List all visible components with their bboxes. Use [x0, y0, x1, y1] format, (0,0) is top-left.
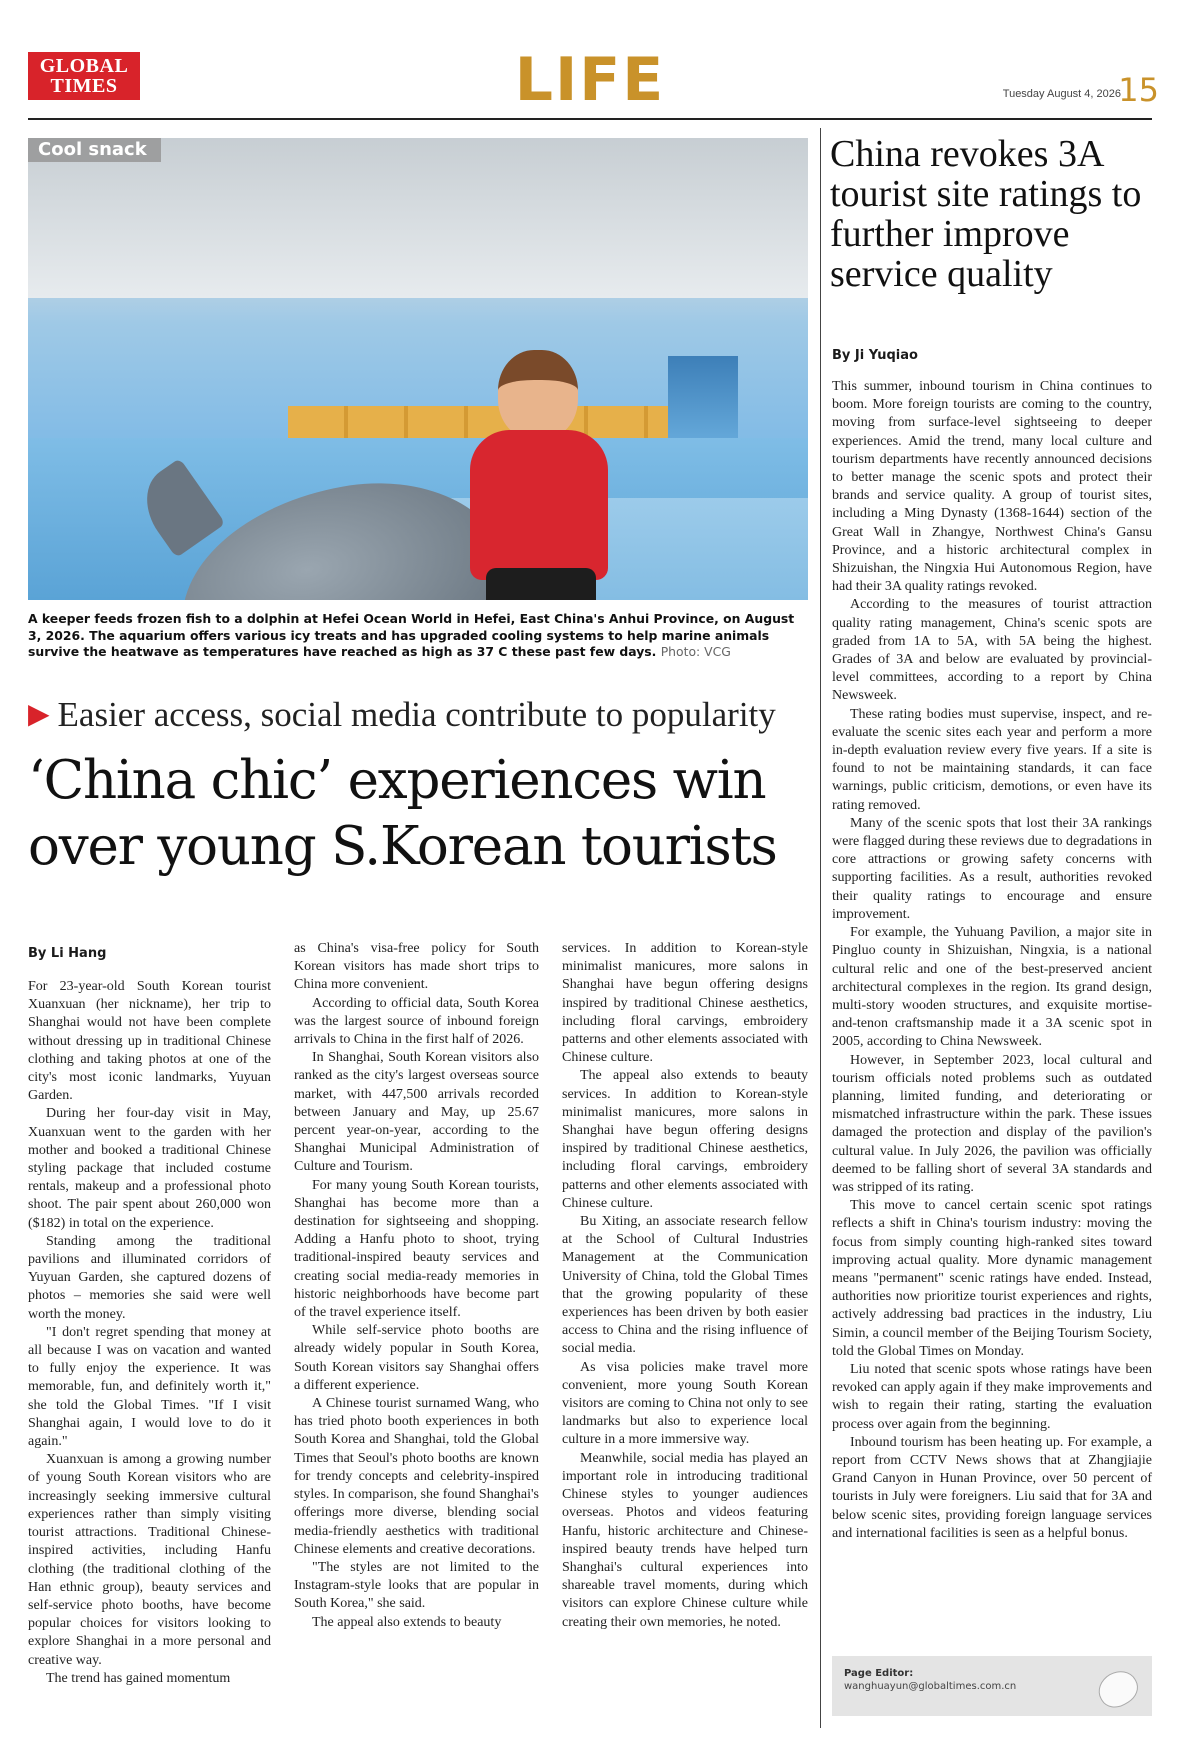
photo-wall: [28, 138, 808, 298]
side-byline: By Ji Yuqiao: [832, 348, 918, 363]
paragraph: Liu noted that scenic spots whose ratings have been revoked can apply again if they make improvements and wish to regain their rating, starting the evaluation process over again from the beginning.: [832, 1361, 1152, 1432]
paragraph: For many young South Korean tourists, Shanghai has become more than a destination for sightseeing and shopping. Adding a Hanfu photo to shoot, trying traditional-inspired beauty services and creating social media-ready memories in historic neighborhoods have become part of the travel experience itself.: [294, 1177, 539, 1321]
paragraph: This summer, inbound tourism in China continues to boom. More foreign tourists are coming to the country, moving from surface-level sightseeing to deeper experiences. Amid the trend, many local culture and tourism departments have recently announced decisions to better manage the scenic spots and protect their brands and service quality. A group of tourist sites, including a Ming Dynasty (1368-1644) section of the Great Wall in Zhangye, Northwest China's Gansu Province, and a historic architectural complex in Shizuishan, the Ningxia Hui Autonomous Region, have had their 3A quality ratings revoked.: [832, 379, 1152, 595]
side-article-column: [832, 378, 1152, 1543]
photo-caption: [28, 611, 808, 661]
paragraph: Inbound tourism has been heating up. For example, a report from CCTV News shows that at Zhangjiajie Grand Canyon in Hunan Province, over 50 percent of tourists in July were foreigners. Liu said that for 3A and below scenic sites, providing foreign language services and international facilities is seen as a helpful bonus.: [832, 1434, 1152, 1541]
side-headline: China revokes 3A tourist site ratings to further improve service quality: [830, 133, 1142, 295]
logo-line1: GLOBAL: [39, 55, 129, 77]
article-column-3: [562, 940, 808, 1632]
kicker-text: Easier access, social media contribute to popularity: [57, 695, 776, 734]
paragraph: The appeal also extends to beauty services. In addition to Korean-style minimalist manicures, more salons in Shanghai have begun offering designs inspired by traditional Chinese aesthetics, including floral carvings, embroidery patterns and other elements associated with Chinese culture.: [562, 1068, 808, 1211]
paragraph: While self-service photo booths are already widely popular in South Korea, South Korean visitors say Shanghai offers a different experience.: [294, 1323, 539, 1393]
logo-line2: TIMES: [50, 75, 118, 97]
paragraph: For 23-year-old South Korean tourist Xuanxuan (her nickname), her trip to Shanghai would not have been complete without dressing up in traditional Chinese clothing and taking photos at one of the city's most iconic landmarks, Yuyuan Garden.: [28, 979, 271, 1104]
keeper-shirt: [470, 430, 608, 580]
paragraph: During her four-day visit in May, Xuanxuan went to the garden with her mother and booked a traditional Chinese styling package that included costume rentals, makeup and a professional photo shoot. The pair spent about 260,000 won ($182) in total on the experience.: [28, 1106, 271, 1231]
paragraph: As visa policies make travel more convenient, more young South Korean visitors are coming to China not only to see landmarks but also to experience local culture in a more immersive way.: [562, 1359, 808, 1448]
page-number: 15: [1118, 71, 1159, 109]
triangle-arrow-icon: ▶: [28, 699, 50, 730]
caption-text: A keeper feeds frozen fish to a dolphin at Hefei Ocean World in Hefei, East China's Anhui Province, on August 3, 2026. The aquarium offers various icy treats and has upgraded cooling systems to help marine animals survive the heatwave as temperatures have reached as high as 37 C these past few days.: [28, 611, 795, 660]
paragraph: Many of the scenic spots that lost their 3A rankings were flagged during these reviews due to degradations in core attractions or growing safety concerns with supporting facilities. As a result, authorities revoked their quality ratings to encourage and ensure improvement.: [832, 815, 1152, 922]
section-title: LIFE: [514, 45, 666, 115]
photo-tag: Cool snack: [28, 138, 161, 162]
global-times-logo: [28, 52, 140, 100]
column-divider: [820, 128, 821, 1728]
masthead-rule: [28, 118, 1152, 120]
paragraph: In Shanghai, South Korean visitors also ranked as the city's largest overseas source market, with 447,500 arrivals recorded between January and May, up 25.67 percent year-on-year, according to the Shanghai Municipal Administration of Culture and Tourism.: [294, 1050, 539, 1175]
paragraph: However, in September 2023, local cultural and tourism officials noted problems such as outdated planning, limited funding, and deteriorating or mismatched infrastructure within the park. These issues damaged the protection and display of the pavilion's cultural value. In July 2026, the pavilion was officially deemed to be falling short of several 3A standards and was stripped of its rating.: [832, 1052, 1152, 1195]
photo-railing: [288, 406, 668, 442]
main-byline: By Li Hang: [28, 946, 107, 961]
paragraph: "I don't regret spending that money at all because I was on vacation and wanted to fully enjoy the experience. It was memorable, fun, and definitely worth it," she told the Global Times. "If I visit Shanghai again, I would love to do it again.": [28, 1324, 271, 1450]
paragraph: Xuanxuan is among a growing number of young South Korean visitors who are increasingly seeking immersive cultural experiences rather than simply visiting tourist attractions. Traditional Chinese-inspired activities, including Hanfu clothing (the traditional clothing of the Han ethnic group), beauty services and self-service photo booths, have become popular choices for visitors looking to explore Shanghai in a more personal and creative way.: [28, 1452, 271, 1668]
paragraph: For example, the Yuhuang Pavilion, a major site in Pingluo county in Shizuishan, Ningxia, is a national cultural relic and one of the best-preserved ancient architectural complexes in the region. Its grand design, multi-story wooden structures, and exquisite mortise-and-tenon craftsmanship made it a 3A scenic spot in 2005, according to China Newsweek.: [832, 925, 1152, 1050]
keeper-shorts: [486, 568, 596, 600]
paragraph: According to the measures of tourist attraction quality rating management, China's scenic spots are graded from 1A to 5A, with 5A being the highest. Grades of 3A and below are evaluated by provincial-level committees, according to a report by China Newsweek.: [832, 597, 1152, 704]
editor-email: wanghuayun@globaltimes.com.cn: [844, 1681, 1017, 1692]
editor-label: Page Editor:: [844, 1668, 914, 1679]
paragraph: Meanwhile, social media has played an important role in introducing traditional Chinese styles to younger audiences overseas. Photos and videos featuring Hanfu, historic architecture and Chinese-inspired beauty trends have helped turn Shanghai's cultural experiences into shareable travel moments, during which visitors can explore Chinese culture while creating their own memories, he noted.: [562, 1450, 808, 1630]
paragraph: Bu Xiting, an associate research fellow at the School of Cultural Industries Management at the Communication University of China, told the Global Times that the growing popularity of these experiences has been driven by both easier access to China and the rising influence of social media.: [562, 1214, 808, 1357]
paragraph: The trend has gained momentum: [46, 1670, 231, 1686]
main-headline: ‘China chic’ experiences win over young S.Korean tourists: [28, 750, 777, 877]
issue-date: Tuesday August 4, 2026: [1002, 88, 1121, 100]
page-editor-box: [832, 1656, 1152, 1716]
photo-credit: Photo: VCG: [660, 644, 731, 660]
paragraph: According to official data, South Korea was the largest source of inbound foreign arrivals to China in the first half of 2026.: [294, 995, 539, 1048]
keeper-head: [498, 350, 578, 440]
paragraph: The appeal also extends to beauty: [312, 1614, 502, 1630]
paragraph: "The styles are not limited to the Instagram-style looks that are popular in South Korea," she said.: [294, 1559, 539, 1612]
paragraph: These rating bodies must supervise, inspect, and re-evaluate the scenic sites each year and perform a more in-depth evaluation review every five years. If a site is found to not be maintaining standards, it can face warnings, public criticism, demotions, or even have its rating removed.: [832, 706, 1152, 813]
paragraph: This move to cancel certain scenic spot ratings reflects a shift in China's tourism industry: moving the focus from simply counting high-ranked sites toward improving actual quality. More dynamic management means "permanent" scenic ratings have ended. Instead, authorities now prioritize tourist experiences and rights, actively addressing bad practices in the industry, Liu Simin, a council member of the Beijing Tourism Society, told the Global Times on Monday.: [832, 1198, 1152, 1359]
article-column-2: [294, 940, 539, 1632]
story-kicker: [28, 693, 818, 737]
paragraph: services. In addition to Korean-style minimalist manicures, more salons in Shanghai have begun offering designs inspired by traditional Chinese aesthetics, including floral carvings, embroidery patterns and other elements associated with Chinese culture.: [562, 941, 808, 1066]
paragraph: as China's visa-free policy for South Korean visitors has made short trips to China more convenient.: [294, 941, 539, 993]
dolphin-photo: [28, 138, 808, 600]
paragraph: Standing among the traditional pavilions and illuminated corridors of Yuyuan Garden, she captured dozens of photos – memories she said were well worth the money.: [28, 1233, 271, 1322]
article-column-1: [28, 978, 271, 1688]
paragraph: A Chinese tourist surnamed Wang, who has tried photo booth experiences in both South Korea and Shanghai, told the Global Times that Seoul's photo booths are known for trendy concepts and celebrity-inspired styles. In comparison, she found Shanghai's offerings more diverse, blending social media-friendly aesthetics with traditional Chinese elements and creative decorations.: [294, 1396, 539, 1557]
